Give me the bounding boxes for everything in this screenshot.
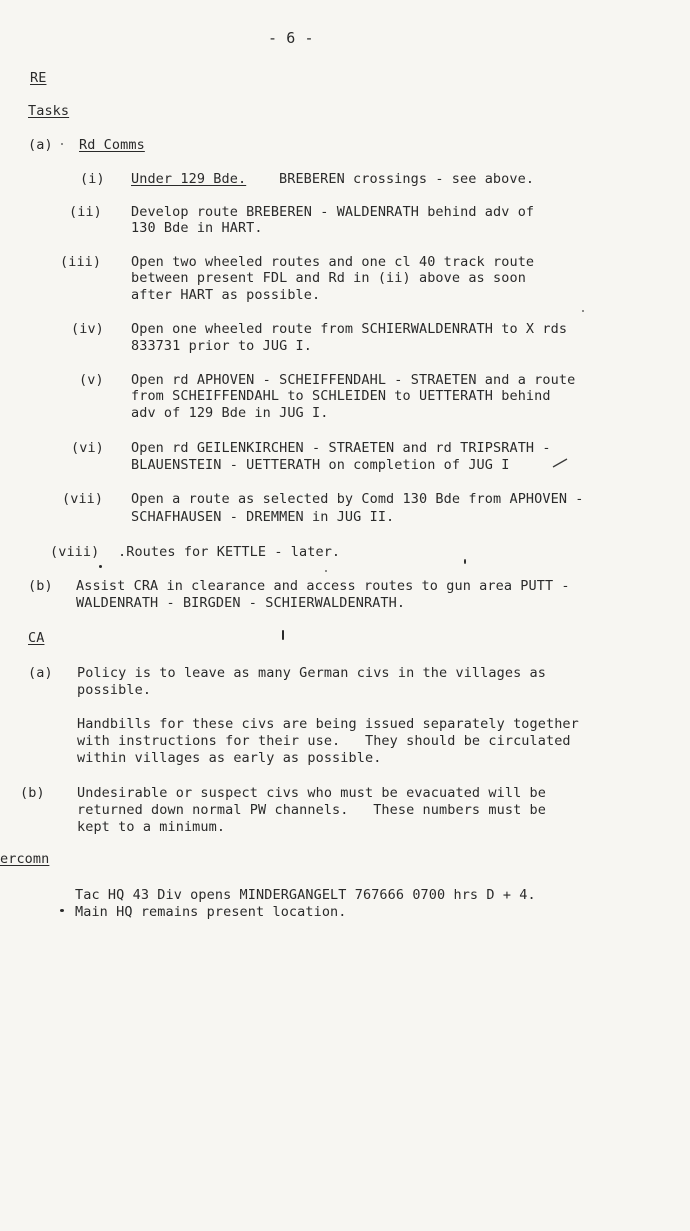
scan-speck — [99, 565, 102, 568]
tick-mark — [552, 456, 568, 466]
scan-speck — [60, 909, 64, 912]
item-number: (vi) — [71, 440, 104, 456]
item-line: SCHAFHAUSEN - DREMMEN in JUG II. — [131, 509, 395, 525]
para-label-b: (b) — [20, 785, 45, 801]
item-line: between present FDL and Rd in (ii) above as soon — [131, 270, 526, 286]
para-line: kept to a minimum. — [77, 819, 226, 835]
section-heading-ca: CA — [28, 630, 45, 646]
item-line: BREBEREN crossings - see above. — [279, 171, 535, 187]
para-line: Tac HQ 43 Div opens MINDERGANGELT 767666 0700 hrs D + 4. — [75, 887, 536, 903]
page-number: - 6 - — [268, 29, 314, 47]
item-line: 833731 prior to JUG I. — [131, 338, 313, 354]
item-line: adv of 129 Bde in JUG I. — [131, 405, 329, 421]
item-number: (v) — [79, 372, 104, 388]
item-number: (ii) — [69, 204, 102, 220]
para-line: WALDENRATH - BIRGDEN - SCHIERWALDENRATH. — [76, 595, 406, 611]
para-line: possible. — [77, 682, 152, 698]
item-number: (iii) — [60, 254, 102, 270]
item-line: .Routes for KETTLE - later. — [118, 544, 341, 560]
para-line: returned down normal PW channels. These numbers must be — [77, 802, 546, 818]
item-line: Open rd GEILENKIRCHEN - STRAETEN and rd TRIPSRATH - — [131, 440, 551, 456]
para-line: Assist CRA in clearance and access routes to gun area PUTT - — [76, 578, 570, 594]
item-line: Open two wheeled routes and one cl 40 track route — [131, 254, 535, 270]
item-number: (viii) — [50, 544, 100, 560]
para-title-rd-comms: Rd Comms — [79, 137, 145, 153]
para-label-a: (a) — [28, 665, 53, 681]
item-underlined-text: Under 129 Bde. — [131, 171, 247, 187]
item-line: after HART as possible. — [131, 287, 321, 303]
scan-speck — [325, 570, 327, 572]
subheading-tasks: Tasks — [28, 103, 70, 119]
item-line: from SCHEIFFENDAHL to SCHLEIDEN to UETTERATH behind — [131, 388, 551, 404]
para-line: Policy is to leave as many German civs in the villages as — [77, 665, 546, 681]
para-label-b: (b) — [28, 578, 53, 594]
para-line: with instructions for their use. They should be circulated — [77, 733, 571, 749]
item-line: 130 Bde in HART. — [131, 220, 263, 236]
item-line: Open one wheeled route from SCHIERWALDENRATH to X rds — [131, 321, 568, 337]
item-number: (iv) — [71, 321, 104, 337]
para-line: Main HQ remains present location. — [75, 904, 347, 920]
item-line: Open rd APHOVEN - SCHEIFFENDAHL - STRAETEN and a route — [131, 372, 576, 388]
para-label-a: (a) — [28, 137, 53, 153]
scan-speck — [464, 559, 466, 564]
scan-speck — [582, 310, 584, 312]
para-line: within villages as early as possible. — [77, 750, 382, 766]
section-heading-re: RE — [30, 70, 47, 86]
scan-speck — [61, 143, 63, 145]
item-line: Open a route as selected by Comd 130 Bde from APHOVEN - — [131, 491, 584, 507]
item-number: (i) — [80, 171, 105, 187]
para-line: Handbills for these civs are being issued separately together — [77, 716, 579, 732]
item-line: Develop route BREBEREN - WALDENRATH behind adv of — [131, 204, 535, 220]
item-line: BLAUENSTEIN - UETTERATH on completion of JUG I — [131, 457, 510, 473]
scan-speck — [282, 630, 284, 640]
item-number: (vii) — [62, 491, 104, 507]
section-heading-intercomn: ercomn — [0, 851, 50, 867]
para-line: Undesirable or suspect civs who must be evacuated will be — [77, 785, 546, 801]
